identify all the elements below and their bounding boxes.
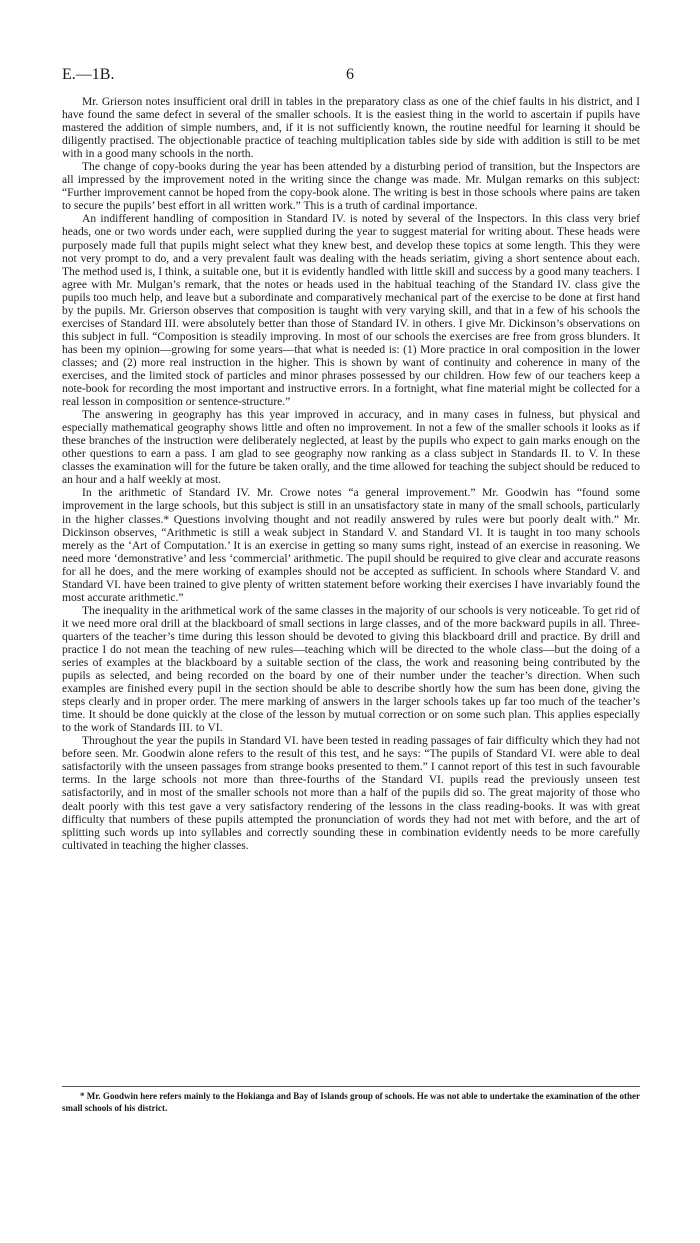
document-reference: E.—1B.	[62, 66, 115, 83]
paragraph-arithmetic: In the arithmetic of Standard IV. Mr. Crowe notes “a general improvement.” Mr. Goodwin has “found some improvement in the large schools, but this subject is still in an unsatisfactory state in many of the small schools, particularly in the higher classes.* Questions involving thought and not readily answered by rules were but poorly dealt with.” Mr. Dickinson observes, “Arithmetic is still a weak subject in Standard V. and Standard VI. It is taught in too many schools merely as the ‘Art of Computation.’ It is an exercise in getting so many sums right, instead of an exercise in reasoning. We need more ‘demonstrative’ and less ‘commercial’ arithmetic. The pupil should be required to give clear and accurate reasons for all he does, and the mere working of examples should not be accepted as sufficient. In schools where Standard V. and Standard VI. have been trained to give plenty of written statement before working their exercises I have invariably found the most accurate arithmetic.”	[62, 487, 640, 604]
paragraph-composition: An indifferent handling of composition in Standard IV. is noted by several of the Inspectors. In this class very brief heads, one or two words under each, were supplied during the year to suggest material for writing about. These heads were purposely made full that pupils might select what they knew best, and develop these topics at some length. This they were not very prompt to do, and a very prevalent fault was dealing with the heads seriatim, giving a short sentence about each. The method used is, I think, a suitable one, but it is evidently handled with little skill and success by a good many teachers. I agree with Mr. Mulgan’s remark, that the notes or heads used in the habitual teaching of the Standard IV. class give the pupils too much help, and leave but a subordinate and comparatively mechanical part of the exercise to be done at first hand by the pupils. Mr. Grierson observes that composition is taught with very varying skill, and that in a few of his schools the exercises of Standard III. were absolutely better than those of Standard IV. in others. I give Mr. Dickinson’s observations on this subject in full. “Composition is steadily improving. In most of our schools the exercises are free from gross blunders. It has been my opinion—growing for some years—that what is needed is: (1) More practice in oral composition in the lower classes; and (2) more real instruction in the higher. This is shown by want of continuity and coherence in many of the exercises, and the limited stock of particles and minor phrases possessed by our children. How few of our teachers keep a note-book for recording the most important and instructive errors. In a fortnight, what fine material might be collected for a real lesson in composition or sentence-structure.”	[62, 213, 640, 409]
body-text	[62, 96, 640, 853]
footnote	[62, 1091, 640, 1114]
page-number: 6	[346, 66, 354, 83]
paragraph-geography: The answering in geography has this year improved in accuracy, and in many cases in fulness, but physical and especially mathematical geography shows little and often no improvement. In not a few of the smaller schools it looks as if these branches of the instruction were deliberately neglected, at least by the pupils who expect to gain marks enough on the other questions to earn a pass. I am glad to see geography now ranking as a class subject in Standards II. to V. In these classes the examination will for the future be taken orally, and the time allowed for teaching the subject should be reduced to an hour and a half weekly at most.	[62, 409, 640, 487]
paragraph-arithmetic-inequality: The inequality in the arithmetical work of the same classes in the majority of our schools is very noticeable. To get rid of it we need more oral drill at the blackboard of small sections in large classes, and of the more backward pupils in all. Three-quarters of the teacher’s time during this lesson should be devoted to giving this blackboard drill and practice. By drill and practice I do not mean the teaching of new rules—teaching which will be directed to the whole class—but the doing of a series of examples at the blackboard by a suitable section of the class, the work and reasoning being contributed by the pupils as selected, and being recorded on the board by one of their number under the teacher’s direction. When such examples are finished every pupil in the section should be able to describe shortly how the sum has been done, giving the steps clearly and in proper order. The mere marking of answers in the larger schools takes up far too much of the teacher’s time. It should be done quickly at the close of the lesson by mutual correction or on some such plan. This applies especially to the work of Standards III. to VI.	[62, 604, 640, 735]
paragraph-reading: Throughout the year the pupils in Standard VI. have been tested in reading passages of fair difficulty which they had not before seen. Mr. Goodwin alone refers to the result of this test, and he says: “The pupils of Standard VI. were able to deal satisfactorily with the unseen passages from strange books presented to them.” I cannot report of this test in such favourable terms. In the large schools not more than three-fourths of the Standard VI. pupils read the previously unseen test satisfactorily, and in most of the smaller schools not more than a half of the pupils did so. The great majority of those who dealt poorly with this test gave a very satisfactory rendering of the lessons in the class reading-books. It was with great difficulty that numbers of these pupils attempted the pronunciation of words they had not met with before, and the art of splitting such words up into syllables and correctly sounding these in combination evidently needs to be more carefully cultivated in teaching the higher classes.	[62, 735, 640, 852]
footnote-divider	[62, 1086, 640, 1087]
paragraph-tables-drill: Mr. Grierson notes insufficient oral drill in tables in the preparatory class as one of the chief faults in his district, and I have found the same defect in several of the smaller schools. It is the easiest thing in the world to ascertain if pupils have mastered the addition of simple numbers, and, if it is not sufficiently known, the routine needful for learning it should be diligently practised. The objectionable practice of teaching multiplication tables side by side with addition is still to be met with in a good many schools in the north.	[62, 96, 640, 161]
page-header	[62, 66, 638, 86]
footnote-text: * Mr. Goodwin here refers mainly to the Hokianga and Bay of Islands group of schools. He was not able to undertake the examination of the other small schools of his district.	[62, 1091, 640, 1113]
paragraph-copy-books: The change of copy-books during the year has been attended by a disturbing period of transition, but the Inspectors are all impressed by the improvement noted in the writing since the change was made. Mr. Mulgan remarks on this subject: “Further improvement cannot be hoped from the copy-book alone. The writing is best in those schools where pains are taken to secure the pupils’ best effort in all written work.” This is a truth of cardinal importance.	[62, 161, 640, 213]
